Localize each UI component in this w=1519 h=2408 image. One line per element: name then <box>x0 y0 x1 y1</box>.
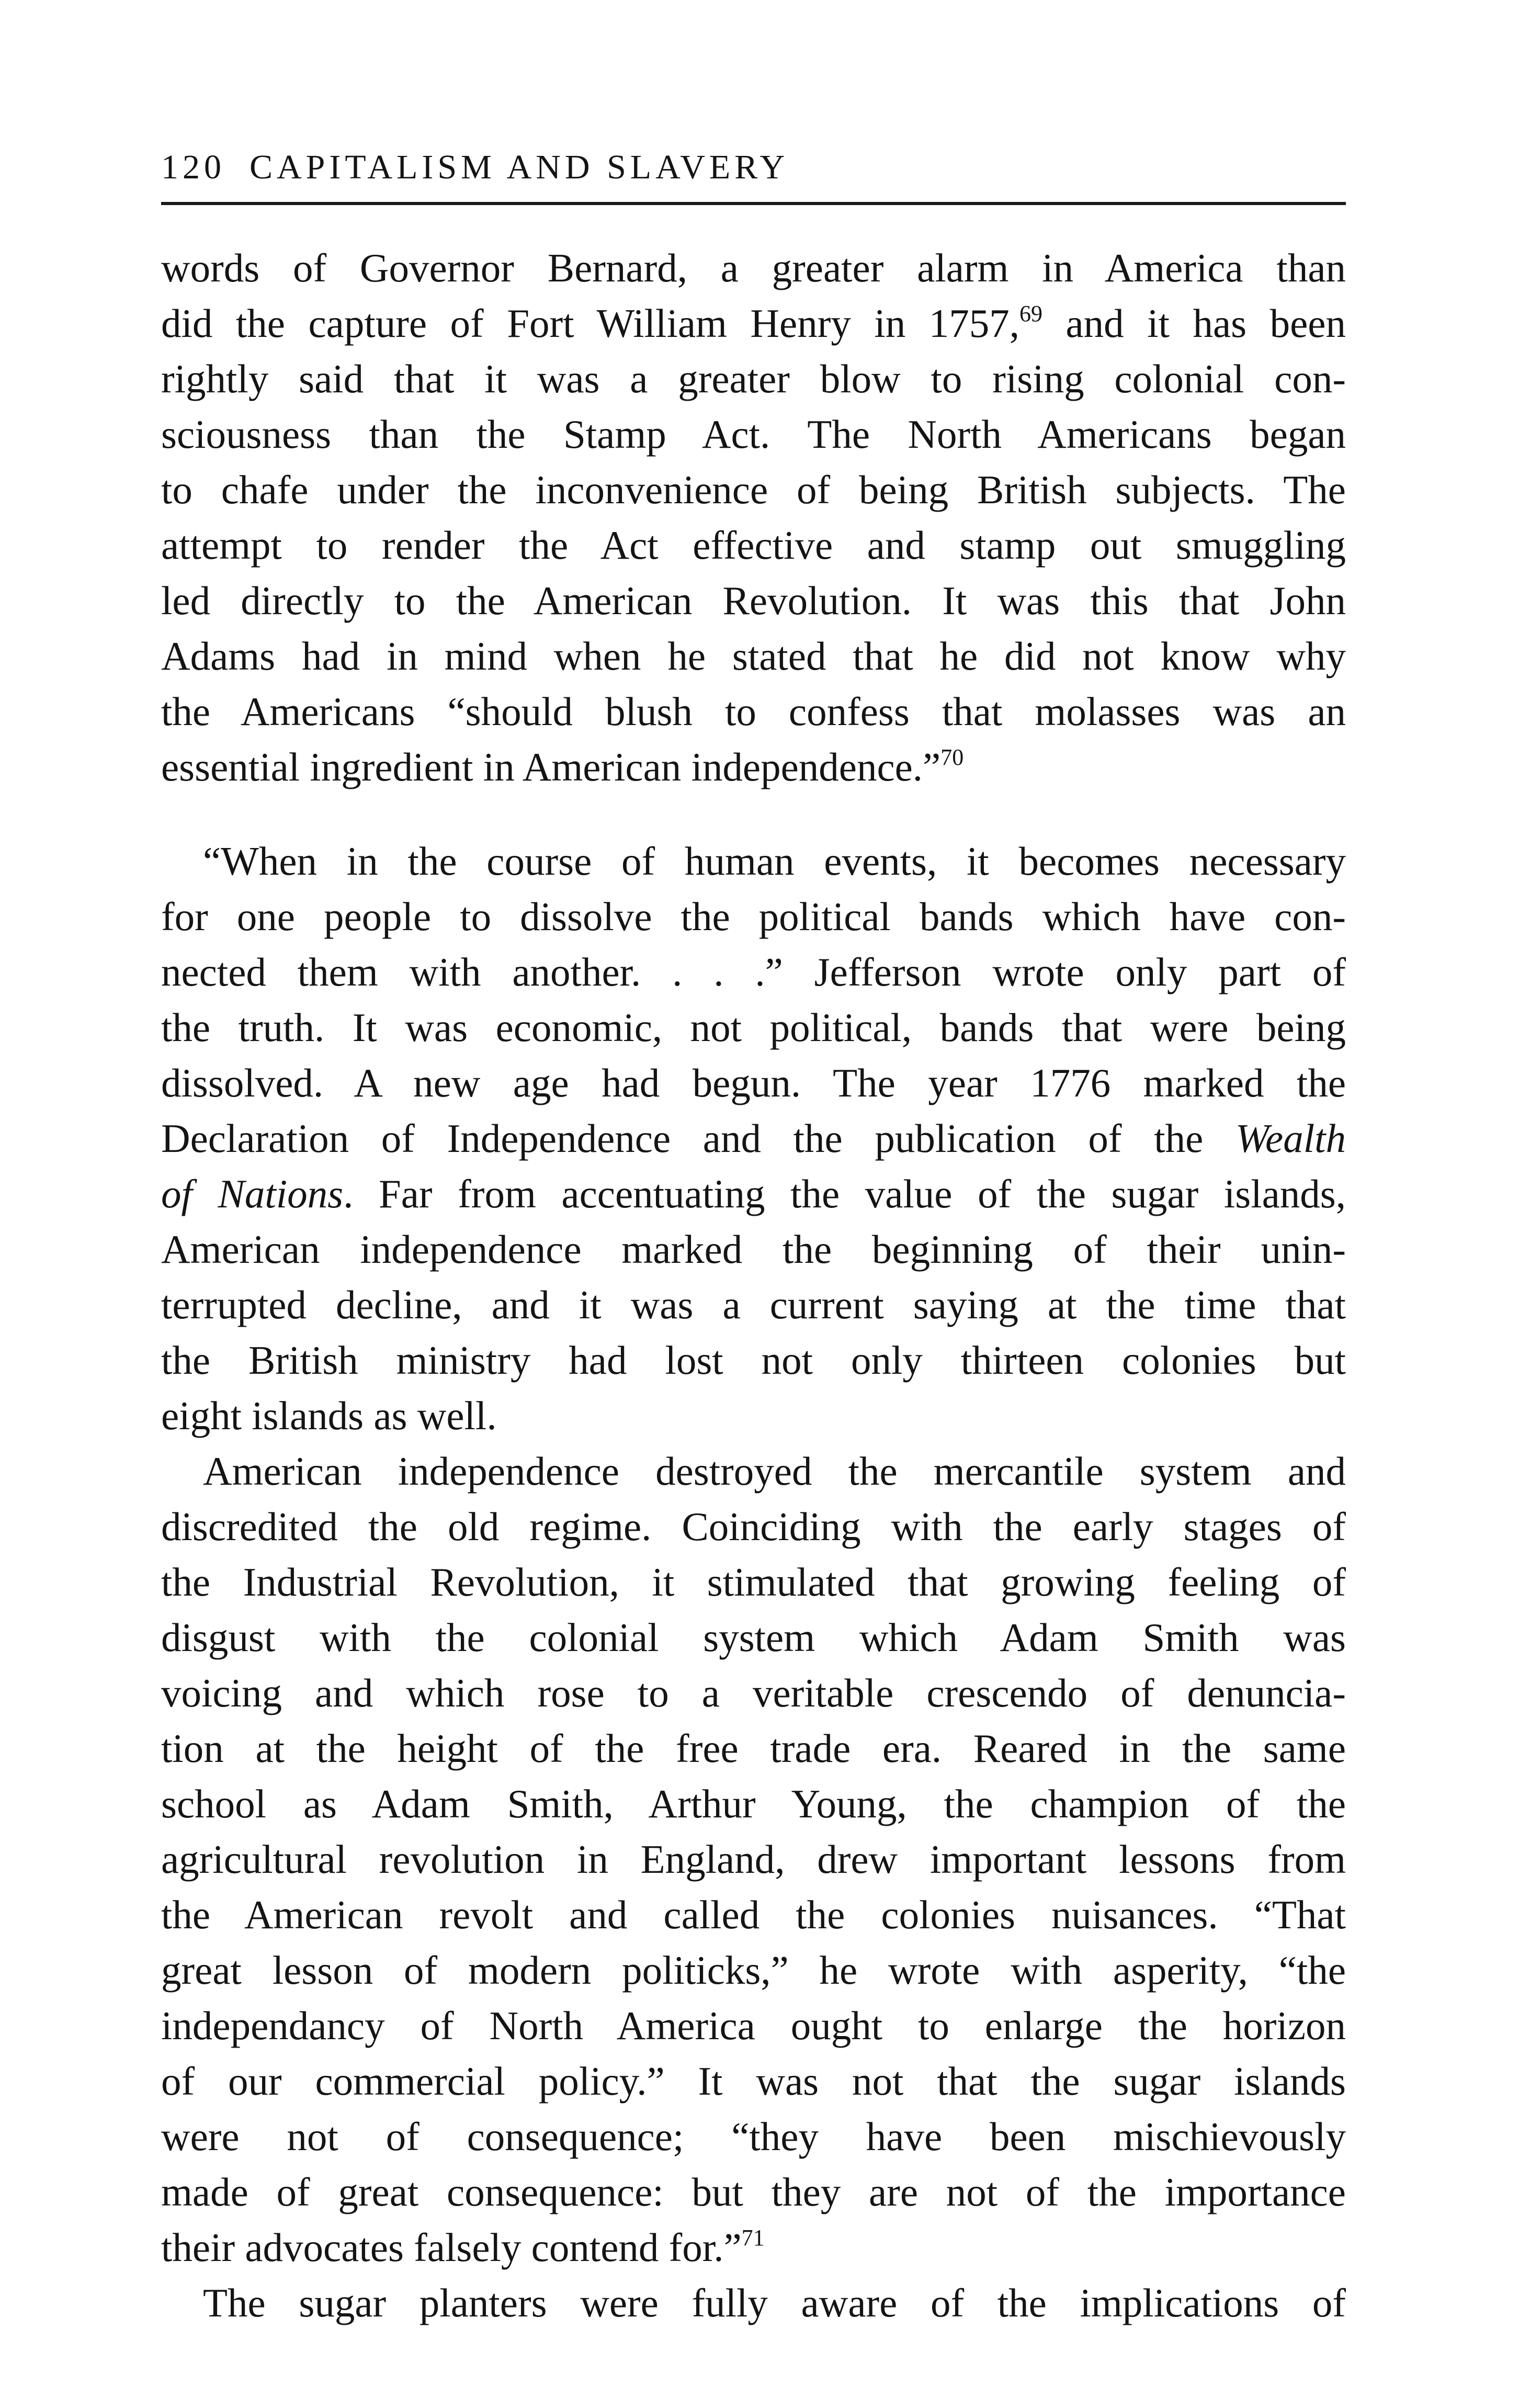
text-line-8: Adams had in mind when he stated that he did not know why <box>161 634 1346 679</box>
italic-title-run: Wealth <box>1235 1116 1346 1161</box>
text-line-24: the Industrial Revolution, it stimulated that growing feeling of <box>161 1559 1346 1604</box>
text-line-34: were not of consequence; “they have been mischievously <box>161 2114 1346 2159</box>
book-page <box>161 0 1346 2408</box>
text-line-10 <box>161 741 1346 793</box>
text-line-11: “When in the course of human events, it becomes necessary <box>203 839 1346 884</box>
running-head <box>161 146 1346 188</box>
text-line-33: of our commercial policy.” It was not that the sugar islands <box>161 2059 1346 2104</box>
text-line-16 <box>161 1112 1346 1165</box>
text-line-5: to chafe under the inconvenience of being British subjects. The <box>161 467 1346 512</box>
page-number: 120 <box>161 148 225 186</box>
text-line-19: terrupted decline, and it was a current saying at the time that <box>161 1282 1346 1327</box>
text-line-1: words of Governor Bernard, a greater alarm in America than <box>161 245 1346 290</box>
text-line-31: great lesson of modern politicks,” he wrote with asperity, “the <box>161 1948 1346 1993</box>
footnote-ref-70: 70 <box>940 744 964 770</box>
footnote-ref-69: 69 <box>1019 301 1042 326</box>
text-line-21: eight islands as well. <box>161 1393 497 1438</box>
text-line-36 <box>161 2221 1346 2274</box>
text-line-30: the American revolt and called the colonies nuisances. “That <box>161 1892 1346 1937</box>
text-line-35: made of great consequence: but they are not of the importance <box>161 2169 1346 2214</box>
text-run: did the capture of Fort William Henry in 1757, <box>161 301 1019 346</box>
running-title: CAPITALISM AND SLAVERY <box>250 148 789 186</box>
italic-title-run: of Nations <box>161 1171 344 1216</box>
text-line-9: the Americans “should blush to confess that molasses was an <box>161 689 1346 734</box>
text-line-14: the truth. It was economic, not political, bands that were being <box>161 1005 1346 1050</box>
text-line-3: rightly said that it was a greater blow to rising colonial con- <box>161 356 1346 401</box>
text-line-25: disgust with the colonial system which Adam Smith was <box>161 1615 1346 1660</box>
text-run: . Far from accentuating the value of the sugar islands, <box>343 1171 1346 1216</box>
text-line-26: voicing and which rose to a veritable crescendo of denuncia- <box>161 1670 1346 1715</box>
footnote-ref-71: 71 <box>741 2225 765 2251</box>
text-line-18: American independence marked the beginning of their unin- <box>161 1227 1346 1272</box>
text-line-27: tion at the height of the free trade era. Reared in the same <box>161 1726 1346 1771</box>
text-line-13: nected them with another. . . .” Jefferson wrote only part of <box>161 949 1346 994</box>
text-line-32: independancy of North America ought to enlarge the horizon <box>161 2003 1346 2048</box>
text-run: their advocates falsely contend for.” <box>161 2225 742 2270</box>
text-line-28: school as Adam Smith, Arthur Young, the champion of the <box>161 1781 1346 1826</box>
text-line-7: led directly to the American Revolution. It was this that John <box>161 578 1346 623</box>
text-run: and it has been <box>1042 301 1346 346</box>
text-line-15: dissolved. A new age had begun. The year 1776 marked the <box>161 1060 1346 1105</box>
text-line-20: the British ministry had lost not only thirteen colonies but <box>161 1338 1346 1383</box>
text-line-37: The sugar planters were fully aware of the implications of <box>203 2280 1346 2325</box>
text-line-4: sciousness than the Stamp Act. The North Americans began <box>161 412 1346 457</box>
text-line-22: American independence destroyed the mercantile system and <box>203 1449 1346 1494</box>
text-line-2 <box>161 297 1346 349</box>
text-line-6: attempt to render the Act effective and stamp out smuggling <box>161 523 1346 568</box>
text-line-29: agricultural revolution in England, drew important lessons from <box>161 1837 1346 1882</box>
text-run: essential ingredient in American independence.” <box>161 744 941 789</box>
text-line-12: for one people to dissolve the political bands which have con- <box>161 894 1346 939</box>
text-line-17 <box>161 1168 1346 1220</box>
header-rule <box>161 202 1346 205</box>
text-run: Declaration of Independence and the publication of the <box>161 1116 1235 1161</box>
text-line-23: discredited the old regime. Coinciding with the early stages of <box>161 1504 1346 1549</box>
